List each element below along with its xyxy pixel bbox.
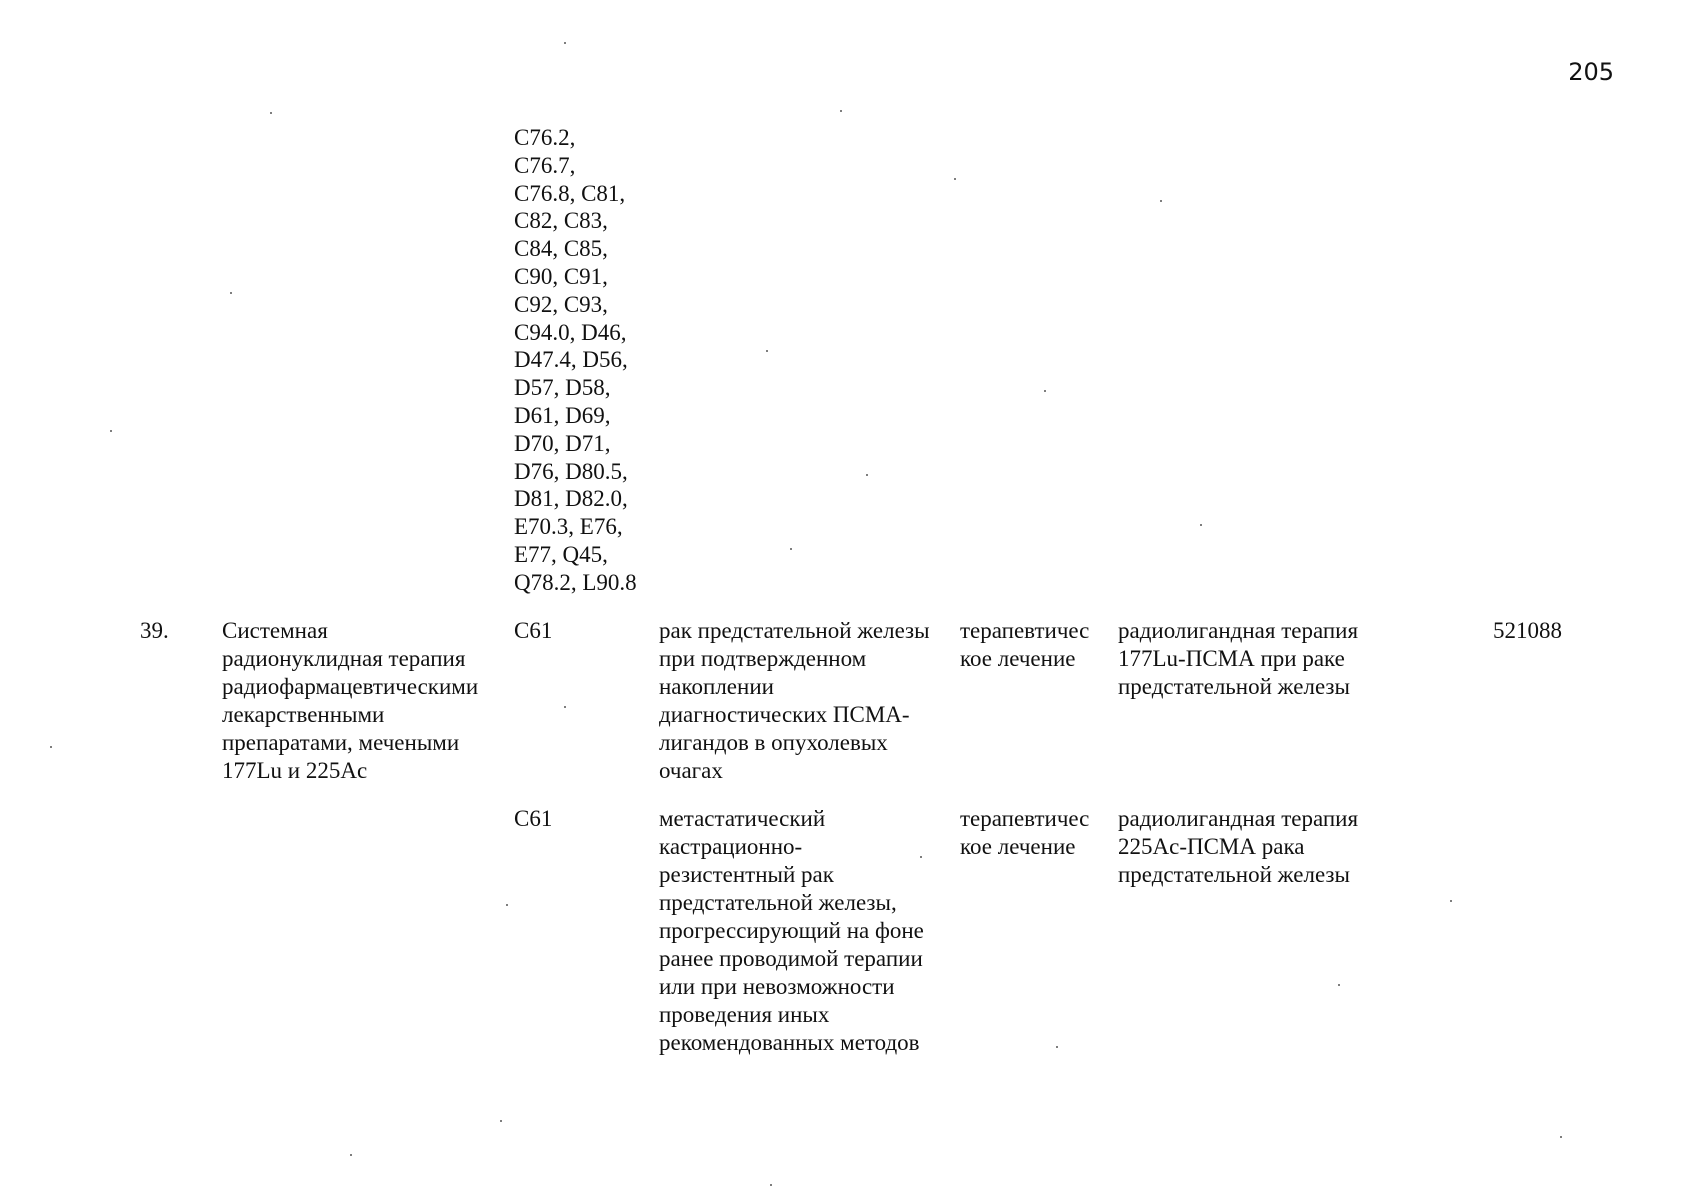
diagnosis-line: прогрессирующий на фоне [659,918,924,943]
care-type-name-line: лекарственными [222,702,385,727]
diagnosis-line: проведения иных [659,1002,830,1027]
code-line: D57, D58, [514,375,611,401]
diagnosis-line: при подтвержденном [659,646,867,671]
treatment-type-line: терапевтичес [960,618,1090,643]
code-line: C92, C93, [514,291,608,317]
care-type-name-line: радионуклидная терапия [222,646,466,671]
code-line: C90, C91, [514,263,608,289]
diagnosis-line: рекомендованных методов [659,1030,920,1055]
diagnosis-line: кастрационно- [659,834,803,859]
care-type-name-line: 177Lu и 225Ac [222,758,368,783]
icd-code: C61 [514,618,553,643]
scan-speck [1338,984,1340,986]
code-line: D81, D82.0, [514,486,628,512]
treatment-method-line: предстательной железы [1118,674,1350,699]
icd-code: C61 [514,806,553,831]
treatment-method-line: радиолигандная терапия [1118,806,1359,831]
diagnosis [659,805,959,1057]
diagnosis-line: рак предстательной железы [659,618,930,643]
codes-continued-list [514,124,674,597]
treatment-type-line: терапевтичес [960,806,1090,831]
code-line: D76, D80.5, [514,458,628,484]
treatment-method [1118,617,1408,701]
code-line: Q78.2, L90.8 [514,569,637,595]
row-number: 39. [140,618,169,643]
treatment-method-line: 225Ac-ПСМА рака [1118,834,1305,859]
diagnosis-line: очагах [659,758,723,783]
diagnosis-line: резистентный рак [659,862,834,887]
scan-speck [1056,1046,1058,1048]
diagnosis-line: ранее проводимой терапии [659,946,923,971]
diagnosis-line: лигандов в опухолевых [659,730,888,755]
care-type-name [222,617,512,785]
code-line: C76.8, C81, [514,180,626,206]
scan-speck [790,548,792,550]
code-line: D70, D71, [514,430,611,456]
diagnosis-line: накоплении [659,674,774,699]
treatment-type [960,617,1110,673]
code-line: D47.4, D56, [514,347,628,373]
scan-speck [840,110,842,112]
diagnosis-line: или при невозможности [659,974,895,999]
scan-speck [230,292,232,294]
code-line: E77, Q45, [514,541,608,567]
code-line: C76.2, [514,125,576,150]
scan-speck [920,856,922,858]
code-line: C84, C85, [514,236,608,262]
scan-speck [866,474,868,476]
care-type-name-line: Системная [222,618,328,643]
treatment-method-line: предстательной железы [1118,862,1350,887]
diagnosis-line: диагностических ПСМА- [659,702,910,727]
scan-speck [1450,900,1452,902]
treatment-method-line: радиолигандная терапия [1118,618,1359,643]
scan-speck [1160,200,1162,202]
scan-speck [766,350,768,352]
code-line: C76.7, [514,152,576,178]
scan-speck [110,430,112,432]
treatment-method [1118,805,1408,889]
treatment-type-line: кое лечение [960,646,1076,671]
scan-speck [500,1120,502,1122]
scan-speck [954,178,956,180]
code-line: C82, C83, [514,208,608,234]
scan-speck [270,112,272,114]
page-number: 205 [1568,58,1614,86]
scan-speck [1044,390,1046,392]
care-type-name-line: радиофармацевтическими [222,674,479,699]
scan-speck [1200,524,1202,526]
scan-speck [564,42,566,44]
code-line: C94.0, D46, [514,319,627,345]
scan-speck [50,746,52,748]
diagnosis [659,617,959,785]
scan-speck [564,706,566,708]
care-type-name-line: препаратами, мечеными [222,730,460,755]
code-line: D61, D69, [514,402,611,428]
code-line: E70.3, E76, [514,514,623,540]
treatment-type [960,805,1110,861]
cost-norm: 521088 [1493,618,1562,643]
diagnosis-line: предстательной железы, [659,890,897,915]
scan-speck [770,1184,772,1186]
diagnosis-line: метастатический [659,806,826,831]
treatment-type-line: кое лечение [960,834,1076,859]
treatment-method-line: 177Lu-ПСМА при раке [1118,646,1345,671]
scan-speck [350,1154,352,1156]
scan-speck [1560,1136,1562,1138]
scan-speck [506,904,508,906]
